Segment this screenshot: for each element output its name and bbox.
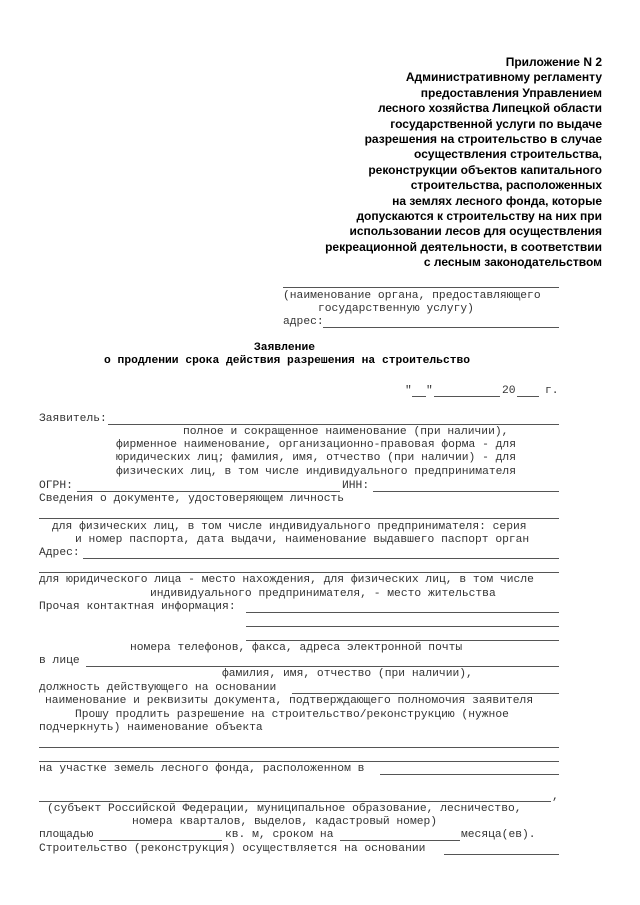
- appendix-line: лесного хозяйства Липецкой области: [377, 101, 602, 116]
- contact-label: Прочая контактная информация:: [39, 601, 236, 613]
- contact-hint: номера телефонов, факса, адреса электронной почты: [130, 642, 463, 654]
- appendix-line: с лесным законодательством: [423, 255, 602, 270]
- appendix-line: осуществления строительства,: [414, 147, 602, 162]
- plot-label: на участке земель лесного фонда, расположенном в: [39, 763, 365, 775]
- inn-label: ИНН:: [342, 480, 370, 492]
- term-field[interactable]: [340, 840, 460, 841]
- date-year-suffix: г.: [545, 385, 559, 397]
- plot-hint: (субъект Российской Федерации, муниципальное образование, лесничество,: [47, 803, 522, 815]
- area-label: площадью: [39, 829, 94, 841]
- id-document-hint: для физических лиц, в том числе индивидуального предпринимателя: серия: [52, 521, 527, 533]
- applicant-address-label: Адрес:: [39, 547, 80, 559]
- appendix-line: использовании лесов для осуществления: [349, 224, 602, 239]
- applicant-hint: фирменное наименование, организационно-правовая форма - для: [116, 439, 516, 451]
- appendix-line: государственной услуги по выдаче: [390, 116, 602, 131]
- term-unit: месяца(ев).: [461, 829, 536, 841]
- appendix-line: рекреационной деятельности, в соответствии: [325, 239, 602, 254]
- representative-label: в лице: [39, 655, 80, 667]
- date-year-prefix: 20: [502, 385, 516, 397]
- id-document-label: Сведения о документе, удостоверяющем личность: [39, 493, 345, 505]
- document-subtitle: о продлении срока действия разрешения на строительство: [104, 355, 471, 367]
- contact-field[interactable]: [246, 612, 559, 613]
- id-document-field[interactable]: [39, 518, 559, 519]
- plot-comma: ,: [552, 791, 559, 803]
- applicant-hint: физических лиц, в том числе индивидуального предпринимателя: [116, 466, 516, 478]
- plot-hint: номера кварталов, выделов, кадастровый номер): [132, 816, 438, 828]
- date-quote-open: ": [405, 385, 412, 397]
- ogrn-label: ОГРН:: [39, 480, 73, 492]
- applicant-hint: полное и сокращенное наименование (при наличии),: [183, 426, 509, 438]
- authority-name-field[interactable]: [283, 287, 559, 288]
- applicant-address-field[interactable]: [83, 558, 559, 559]
- appendix-header: [272, 55, 602, 271]
- applicant-label: Заявитель:: [39, 413, 107, 425]
- plot-location-field-2[interactable]: [39, 801, 551, 802]
- appendix-line: Административному регламенту: [405, 70, 602, 85]
- id-document-hint: и номер паспорта, дата выдачи, наименование выдавшего паспорт орган: [75, 534, 530, 546]
- basis-field[interactable]: [444, 854, 559, 855]
- area-unit: кв. м, сроком на: [225, 829, 334, 841]
- position-label: должность действующего на основании: [39, 682, 277, 694]
- object-name-field-2[interactable]: [39, 761, 559, 762]
- applicant-field[interactable]: [108, 424, 559, 425]
- contact-field-2[interactable]: [246, 626, 559, 627]
- position-field[interactable]: [292, 693, 559, 694]
- appendix-line: реконструкции объектов капитального: [368, 162, 602, 177]
- area-field[interactable]: [99, 840, 222, 841]
- appendix-line: предоставления Управлением: [420, 85, 602, 100]
- position-hint: наименование и реквизиты документа, подтверждающего полномочия заявителя: [45, 695, 534, 707]
- address-label: адрес:: [283, 316, 324, 328]
- plot-location-field[interactable]: [380, 774, 559, 775]
- appendix-line: допускаются к строительству на них при: [356, 209, 602, 224]
- applicant-address-field-2[interactable]: [39, 572, 559, 573]
- contact-field-3[interactable]: [246, 640, 559, 641]
- appendix-line: строительства, расположенных: [410, 178, 602, 193]
- date-quote-close: ": [426, 385, 433, 397]
- address-hint: для юридического лица - место нахождения, для физических лиц, в том числе: [39, 574, 534, 586]
- address-hint: индивидуального предпринимателя, - место жительства: [150, 588, 496, 600]
- appendix-line: разрешения на строительство в случае: [364, 132, 602, 147]
- applicant-hint: юридических лиц; фамилия, имя, отчество (при наличии) - для: [116, 452, 516, 464]
- object-name-field[interactable]: [39, 747, 559, 748]
- authority-hint: государственную услугу): [318, 303, 474, 315]
- document-title: Заявление: [254, 342, 316, 354]
- representative-field[interactable]: [86, 666, 559, 667]
- date-month-field[interactable]: [434, 396, 500, 397]
- inn-field[interactable]: [373, 491, 559, 492]
- address-field[interactable]: [323, 327, 559, 328]
- representative-hint: фамилия, имя, отчество (при наличии),: [222, 668, 473, 680]
- date-day-field[interactable]: [412, 396, 426, 397]
- basis-label: Строительство (реконструкция) осуществляется на основании: [39, 843, 426, 855]
- authority-hint: (наименование органа, предоставляющего: [283, 290, 541, 302]
- appendix-line: Приложение N 2: [505, 55, 602, 69]
- request-text: Прошу продлить разрешение на строительство/реконструкцию (нужное: [75, 709, 509, 721]
- appendix-line: на землях лесного фонда, которые: [392, 193, 602, 208]
- ogrn-field[interactable]: [77, 491, 340, 492]
- date-year-field[interactable]: [517, 396, 539, 397]
- request-text: подчеркнуть) наименование объекта: [39, 722, 263, 734]
